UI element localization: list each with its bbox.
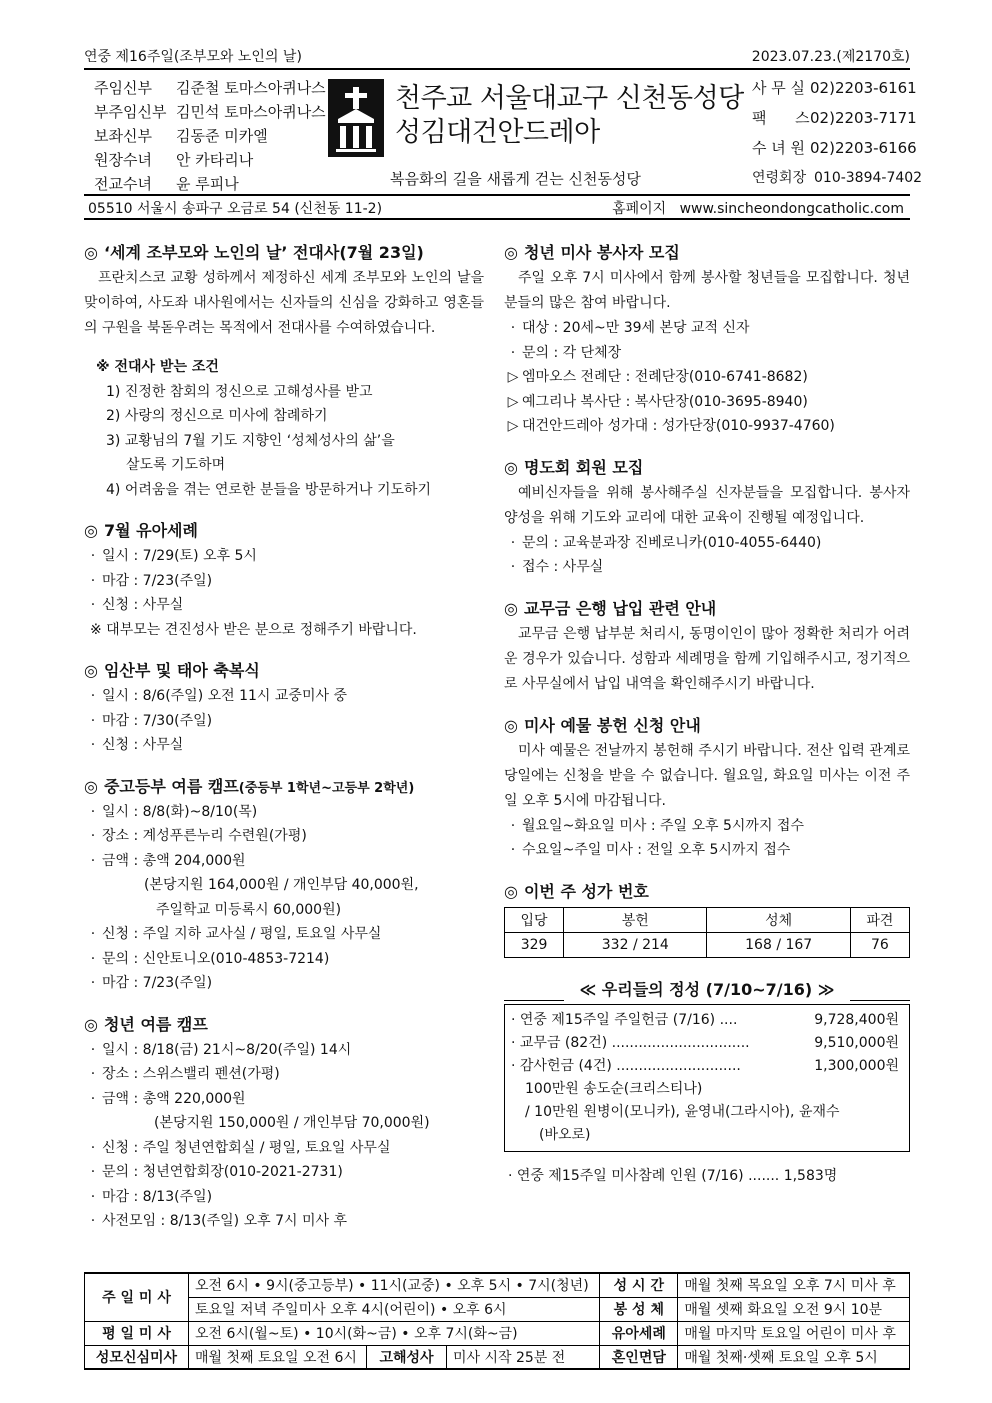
list-item: · 신청 : 사무실 [90, 597, 184, 613]
list-item: · 문의 : 교육분과장 진베로니카(010-4055-6440) [510, 534, 822, 551]
table-cell: 168 / 167 [707, 932, 850, 957]
table-row [85, 1273, 910, 1297]
contact-row: 사 무 실 02)2203-6161 [752, 79, 917, 97]
offerings-section [504, 976, 910, 1189]
list-item: · 신청 : 주일 지하 교사실 / 평일, 토요일 사무실 [90, 926, 382, 942]
offering-row: · 감사헌금 (4건) ............................ 1,300,000원 [511, 1057, 899, 1074]
address-line [84, 196, 910, 218]
staff-row: 부주임신부 김민석 토마스아퀴나스 [94, 103, 326, 121]
section-title: ◎ 중고등부 여름 캠프(중등부 1학년~고등부 2학년) [84, 776, 415, 796]
list-subitem: 주일학교 미등록시 60,000원) [156, 901, 342, 918]
saturday-mass-times: 토요일 저녁 주일미사 오후 4시(어린이) • 오후 6시 [189, 1297, 600, 1321]
header-top-rule [84, 68, 910, 70]
list-item: · 대상 : 20세~만 39세 본당 교적 신자 [510, 320, 750, 336]
list-item: · 문의 : 청년연합회장(010-2021-2731) [90, 1164, 343, 1180]
confession-label: 고해성사 [367, 1345, 447, 1369]
infant-baptism-label: 유아세례 [600, 1321, 678, 1345]
staff-list [94, 77, 324, 197]
list-item: · 장소 : 계성푸른누리 수련원(가평) [90, 828, 307, 844]
list-item: · 일시 : 7/29(토) 오후 5시 [90, 548, 257, 564]
list-subitem: (본당지원 164,000원 / 개인부담 40,000원, [144, 877, 419, 893]
list-item: · 사전모임 : 8/13(주일) 오후 7시 미사 후 [90, 1213, 347, 1229]
contact-row: 연령회장 010-3894-7402 [752, 170, 923, 186]
section-title: ◎ 청년 미사 봉사자 모집 [504, 243, 680, 262]
list-item: · 문의 : 각 단체장 [510, 344, 622, 361]
left-column [84, 240, 484, 1234]
hymn-section [504, 879, 910, 958]
weekday-mass-times: 오전 6시(월~토) • 10시(화~금) • 오후 7시(화~금) [189, 1321, 600, 1345]
list-item: ▷ 엠마오스 전례단 : 전례단장(010-6741-8682) [507, 369, 808, 385]
table-row [85, 1297, 910, 1321]
homepage[interactable]: 홈페이지 www.sincheondongcatholic.com [612, 201, 904, 217]
staff-row: 원장수녀 안 카타리나 [94, 151, 254, 169]
section-title: ◎ 임산부 및 태아 축복식 [84, 661, 260, 680]
bank-section [504, 596, 910, 697]
address: 05510 서울시 송파구 오금로 54 (신천동 11-2) [88, 201, 383, 217]
hymn-table [504, 907, 910, 958]
contact-row: 수 녀 원 02)2203-6166 [752, 139, 917, 157]
list-item: · 일시 : 8/8(화)~8/10(목) [90, 803, 258, 820]
mass-schedule-table [84, 1272, 910, 1370]
church-slogan: 복음화의 길을 새롭게 걷는 신천동성당 [390, 170, 641, 188]
condition-item: 3) 교황님의 7월 기도 지향인 ‘성체성사의 삶’을 [106, 432, 395, 449]
table-header-cell: 파견 [850, 907, 909, 932]
offering-detail: / 10만원 원병이(모니카), 윤영내(그라시아), 윤재수 [525, 1103, 840, 1120]
contact-list [752, 77, 923, 197]
youth-camp-section [84, 774, 484, 996]
condition-item: 2) 사랑의 정신으로 미사에 참례하기 [106, 408, 328, 424]
list-item: · 마감 : 7/30(주일) [90, 712, 213, 729]
table-row [85, 1321, 910, 1345]
attendance: · 연중 제15주일 미사참례 인원 (7/16) ....... 1,583명 [508, 1167, 838, 1184]
table-row [505, 932, 910, 957]
holy-hour-value: 매월 첫째 목요일 오후 7시 미사 후 [678, 1273, 910, 1297]
list-item: · 금액 : 총액 220,000원 [90, 1090, 246, 1107]
section-body: 예비신자들을 위해 봉사해주실 신자분들을 모집합니다. 봉사자 양성을 위해 기도와 교리에 대한 교육이 진행될 예정입니다. [504, 484, 910, 526]
list-item: · 접수 : 사무실 [510, 559, 604, 575]
offerings-box [504, 1004, 910, 1152]
communion-value: 매월 셋째 화요일 오전 9시 10분 [678, 1297, 910, 1321]
section-body: 주일 오후 7시 미사에서 함께 봉사할 청년들을 모집합니다. 청년분들의 많은 참여 바랍니다. [504, 270, 910, 311]
list-item: · 마감 : 7/23(주일) [90, 975, 213, 991]
blessing-section [84, 658, 484, 758]
section-body: 미사 예물은 전날까지 봉헌해 주시기 바랍니다. 전산 입력 관계로 당일에는 신청을 받을 수 없습니다. 월요일, 화요일 미사는 이전 주일 오후 5시에 마감됩니다. [504, 742, 910, 809]
list-item: · 장소 : 스위스밸리 펜션(가평) [90, 1066, 280, 1082]
holy-hour-label: 성 시 간 [600, 1273, 678, 1297]
list-item: · 월요일~화요일 미사 : 주일 오후 5시까지 접수 [510, 817, 804, 834]
list-item: · 문의 : 신안토니오(010-4853-7214) [90, 950, 330, 967]
list-item: ▷ 예그리나 복사단 : 복사단장(010-3695-8940) [507, 393, 808, 410]
section-title: ◎ 명도회 회원 모집 [504, 457, 644, 477]
list-subitem: (본당지원 150,000원 / 개인부담 70,000원) [154, 1115, 430, 1131]
condition-title: ※ 전대사 받는 조건 [96, 359, 219, 375]
indulgence-section [84, 240, 484, 502]
infant-baptism-value: 매월 마지막 토요일 어린이 미사 후 [678, 1321, 910, 1345]
note: ※ 대부모는 견진성사 받은 분으로 정해주기 바랍니다. [90, 621, 417, 638]
list-item: · 마감 : 7/23(주일) [90, 572, 213, 589]
table-cell: 329 [505, 932, 564, 957]
young-adult-camp-section [84, 1012, 484, 1234]
church-patron: 성김대건안드레아 [395, 117, 600, 148]
section-title: ◎ 교무금 은행 납입 관련 안내 [504, 598, 717, 618]
table-cell: 76 [850, 932, 909, 957]
staff-row: 전교수녀 윤 루피나 [94, 175, 239, 193]
offering-row: · 교무금 (82건) ............................... 9,510,000원 [511, 1034, 899, 1051]
confession-value: 미사 시작 25분 전 [447, 1345, 600, 1369]
right-column [504, 240, 910, 1188]
catechist-section [504, 455, 910, 580]
table-cell: 332 / 214 [564, 932, 707, 957]
section-title: ◎ 7월 유아세례 [84, 521, 198, 540]
section-body: 프란치스코 교황 성하께서 제정하신 세계 조부모와 노인의 날을 맞이하여, 사도좌 내사원에서는 신자들의 신심을 강화하고 영혼들의 구원을 북돋우려는 목적에서 전대사를 수여하였습니다. [84, 270, 484, 336]
week-title: 연중 제16주일(조부모와 노인의 날) [84, 49, 302, 65]
church-logo-icon [328, 79, 384, 157]
issue-date: 2023.07.23.(제2170호) [751, 49, 910, 65]
offering-detail: (바오로) [539, 1126, 591, 1143]
sunday-mass-label: 주 일 미 사 [85, 1273, 189, 1321]
communion-label: 봉 성 체 [600, 1297, 678, 1321]
list-item: · 일시 : 8/6(주일) 오전 11시 교중미사 중 [90, 688, 347, 704]
marriage-label: 혼인면담 [600, 1345, 678, 1369]
marian-mass-value: 매월 첫째 토요일 오전 6시 [189, 1345, 367, 1369]
section-title: ◎ 이번 주 성가 번호 [504, 881, 649, 901]
baptism-section [84, 518, 484, 642]
list-item: · 신청 : 사무실 [90, 737, 184, 753]
list-item: · 신청 : 주일 청년연합회실 / 평일, 토요일 사무실 [90, 1139, 391, 1156]
table-row [505, 907, 910, 932]
condition-item: 살도록 기도하며 [126, 457, 226, 473]
condition-item: 1) 진정한 참회의 정신으로 고해성사를 받고 [106, 383, 373, 400]
table-header-cell: 봉헌 [564, 907, 707, 932]
table-header-cell: 입당 [505, 907, 564, 932]
header-bottom-rule [84, 218, 910, 220]
church-name: 천주교 서울대교구 신천동성당 [395, 83, 744, 114]
marian-mass-label: 성모신심미사 [85, 1345, 189, 1369]
top-line [84, 44, 910, 68]
list-item: · 일시 : 8/18(금) 21시~8/20(주일) 14시 [90, 1041, 352, 1058]
table-row [85, 1345, 910, 1369]
list-item: · 마감 : 8/13(주일) [90, 1188, 213, 1205]
sunday-mass-times: 오전 6시 • 9시(중고등부) • 11시(교중) • 오후 5시 • 7시(청년) [189, 1273, 600, 1297]
section-body: 교무금 은행 납부분 처리시, 동명이인이 많아 정확한 처리가 어려운 경우가 있습니다. 성함과 세례명을 함께 기입해주시고, 정기적으로 사무실에서 납입 내역을 확인해주시기 바랍니다. [504, 625, 910, 692]
list-item: · 금액 : 총액 204,000원 [90, 852, 246, 869]
section-title: ◎ 청년 여름 캠프 [84, 1014, 208, 1034]
offering-detail: 100만원 송도순(크리스티나) [525, 1080, 703, 1097]
mass-offering-section [504, 713, 910, 863]
offering-row: · 연중 제15주일 주일헌금 (7/16) .... 9,728,400원 [511, 1011, 899, 1028]
section-title: ◎ 미사 예물 봉헌 신청 안내 [504, 715, 701, 735]
youth-servers-section [504, 240, 910, 439]
staff-row: 주임신부 김준철 토마스아퀴나스 [94, 79, 326, 97]
list-item: · 수요일~주일 미사 : 전일 오후 5시까지 접수 [510, 842, 791, 858]
list-item: ▷ 대건안드레아 성가대 : 성가단장(010-9937-4760) [507, 418, 835, 434]
staff-row: 보좌신부 김동준 미카엘 [94, 127, 268, 145]
table-header-cell: 성체 [707, 907, 850, 932]
section-title: ◎ ‘세계 조부모와 노인의 날’ 전대사(7월 23일) [84, 243, 424, 262]
weekday-mass-label: 평 일 미 사 [85, 1321, 189, 1345]
contact-row: 팩 스02)2203-7171 [752, 109, 917, 127]
condition-item: 4) 어려움을 겪는 연로한 분들을 방문하거나 기도하기 [106, 481, 432, 498]
marriage-value: 매월 첫째·셋째 토요일 오후 5시 [678, 1345, 910, 1369]
offerings-title: ≪ 우리들의 정성 (7/10~7/16) ≫ [504, 976, 910, 1004]
